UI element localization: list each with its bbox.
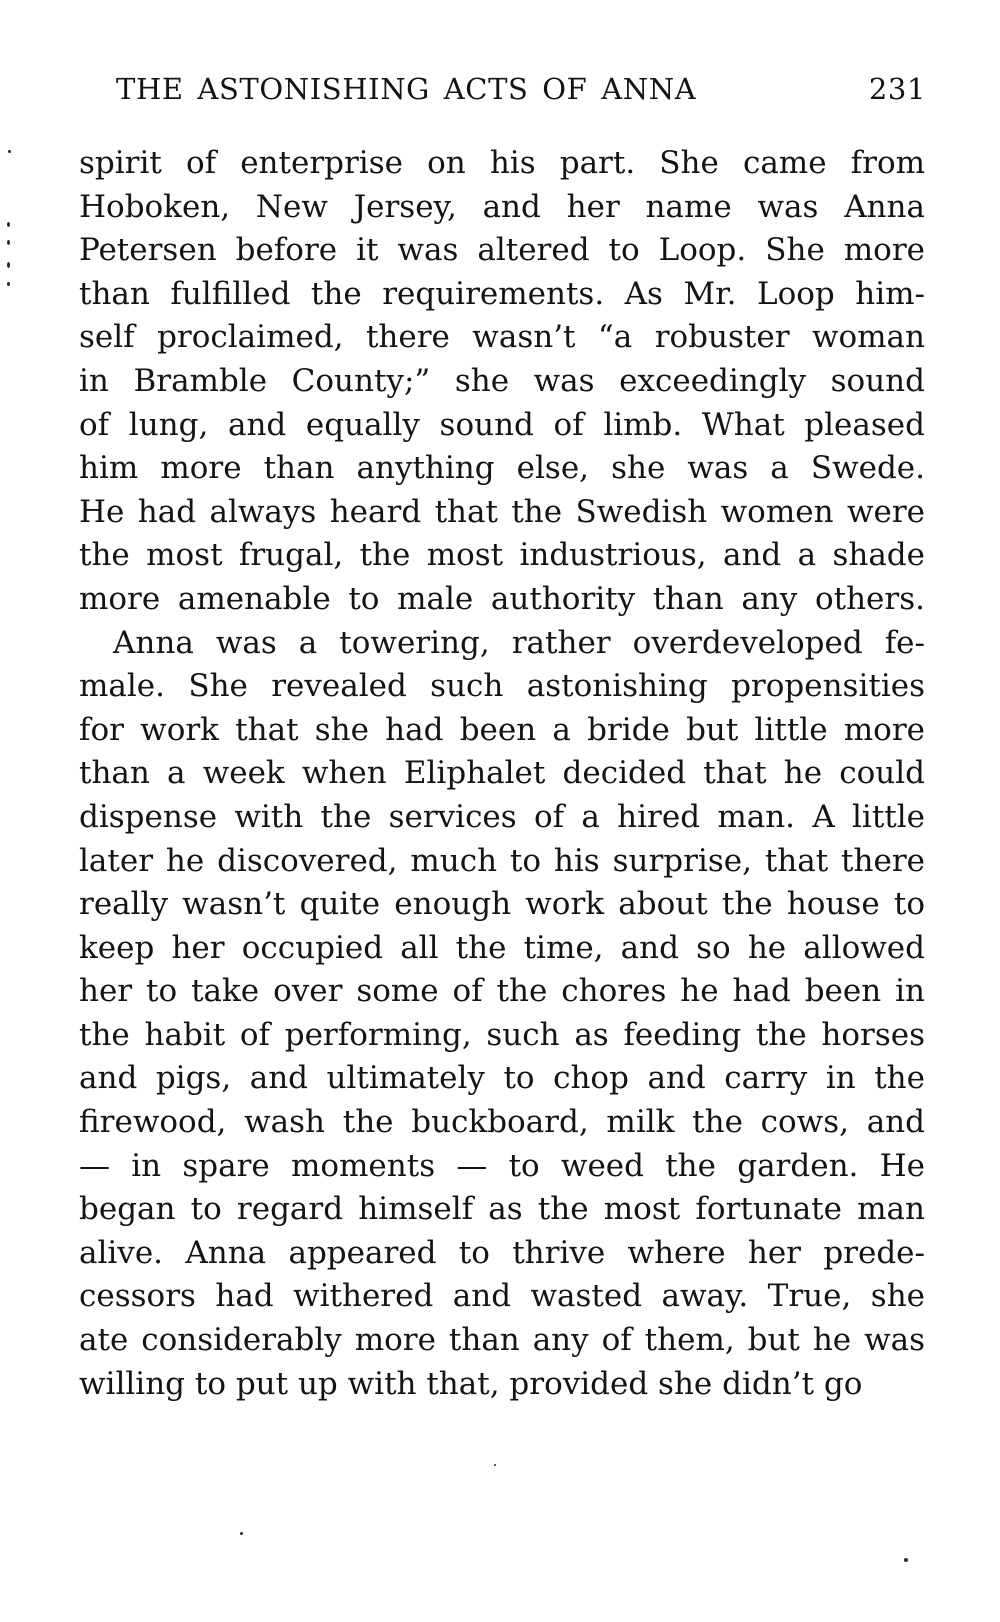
text-line: He had always heard that the Swedish women were [79,493,925,530]
scan-speck [8,150,11,153]
text-line: later he discovered, much to his surprise, that there [79,842,925,879]
text-line: him more than anything else, she was a Swede. [79,450,925,487]
text-line: her to take over some of the chores he had been in [79,973,925,1010]
paragraph [79,142,925,622]
page-number: 231 [868,72,926,106]
scan-speck [494,1464,496,1466]
chapter-title: THE ASTONISHING ACTS OF ANNA [116,72,697,106]
scan-speck [7,240,10,245]
text-line: willing to put up with that, provided she didn’t go [79,1365,863,1402]
text-line: male. She revealed such astonishing propensities [79,668,925,705]
text-line: more amenable to male authority than any others. [79,580,925,617]
text-line: the habit of performing, such as feeding the horses [79,1016,925,1053]
text-line: of lung, and equally sound of limb. What pleased [79,406,925,443]
text-line: than fulfilled the requirements. As Mr. Loop him- [79,275,925,312]
text-line: ate considerably more than any of them, but he was [79,1322,925,1359]
text-line: for work that she had been a bride but little more [79,711,925,748]
text-line: began to regard himself as the most fortunate man [79,1191,925,1228]
text-line: alive. Anna appeared to thrive where her prede- [79,1234,925,1271]
text-line: — in spare moments — to weed the garden. He [79,1147,925,1184]
text-line: cessors had withered and wasted away. True, she [79,1278,925,1315]
text-line: and pigs, and ultimately to chop and carry in the [79,1060,925,1097]
text-line: in Bramble County;” she was exceedingly sound [79,362,925,399]
running-head [116,72,926,122]
scan-speck [240,1532,243,1535]
text-line: keep her occupied all the time, and so he allowed [79,929,925,966]
text-line: Anna was a towering, rather overdeveloped fe- [113,624,925,661]
text-line: really wasn’t quite enough work about the house to [79,886,925,923]
scan-speck [7,282,10,286]
text-line: firewood, wash the buckboard, milk the cows, and [79,1104,925,1141]
paragraph [79,622,925,1407]
text-line: self proclaimed, there wasn’t “a robuster woman [79,319,925,356]
body-text [79,142,925,1406]
text-line: than a week when Eliphalet decided that he could [79,755,925,792]
text-line: the most frugal, the most industrious, and a shade [79,537,925,574]
text-line: spirit of enterprise on his part. She came from [79,145,925,181]
text-line: Petersen before it was altered to Loop. She more [79,232,925,269]
scan-speck [7,222,10,227]
text-line: Hoboken, New Jersey, and her name was Anna [79,188,925,225]
scan-speck [7,262,10,268]
text-line: dispense with the services of a hired man. A little [79,798,925,835]
scan-speck [904,1558,908,1562]
